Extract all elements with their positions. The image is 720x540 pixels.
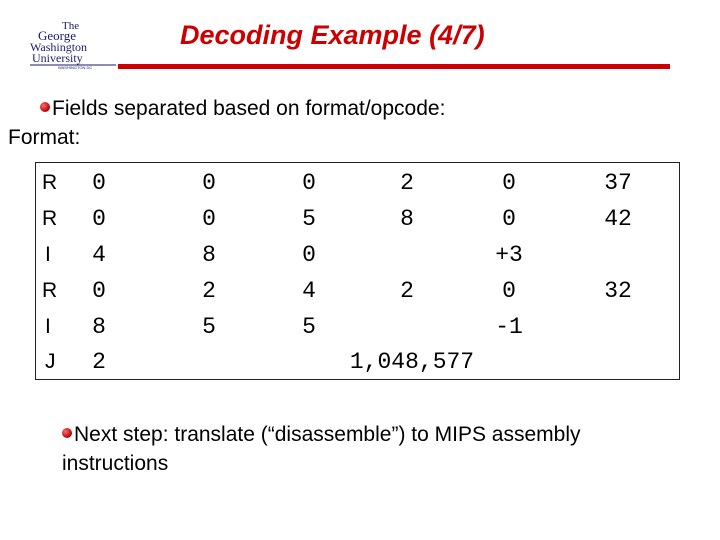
table-cell: 37 [604, 170, 632, 196]
table-cell: 8 [400, 206, 414, 232]
table-cell: 0 [92, 206, 106, 232]
table-cell: 8 [92, 314, 106, 340]
slide-title: Decoding Example (4/7) [180, 20, 485, 50]
table-cell: 0 [302, 242, 316, 268]
table-cell: 0 [502, 170, 516, 196]
title-underline [118, 64, 670, 69]
table-cell: 2 [92, 349, 106, 375]
table-cell: 0 [202, 170, 216, 196]
table-cell: 2 [202, 278, 216, 304]
format-letter: I [45, 315, 51, 338]
table-cell: 5 [302, 206, 316, 232]
table-cell: 0 [92, 278, 106, 304]
table-cell: 1,048,577 [349, 349, 475, 375]
fields-bullet [40, 97, 445, 121]
bullet-icon [62, 428, 72, 438]
logo-line-1: The [62, 20, 80, 32]
format-letter: R [42, 279, 58, 302]
next-step-bullet [62, 420, 622, 478]
table-cell: 4 [92, 242, 106, 268]
format-label: Format: [8, 126, 81, 149]
university-logo [28, 18, 120, 70]
table-cell: 0 [502, 278, 516, 304]
table-cell: 0 [502, 206, 516, 232]
table-cell: -1 [495, 314, 523, 340]
logo-line-4: University [32, 51, 83, 65]
bullet-icon [40, 102, 50, 112]
format-letter: R [42, 207, 58, 230]
table-cell: 5 [202, 314, 216, 340]
table-cell: 0 [92, 170, 106, 196]
logo-line-2: George [38, 28, 77, 43]
logo-line-5: WASHINGTON DC [58, 65, 93, 70]
format-letter: R [42, 171, 58, 194]
table-cell: 5 [302, 314, 316, 340]
table-cell: 0 [302, 170, 316, 196]
logo-line-3: Washington [30, 40, 88, 54]
fields-text: Fields separated based on format/opcode: [52, 97, 446, 120]
format-letter: I [45, 243, 51, 266]
table-cell: 2 [400, 170, 414, 196]
table-cell: 4 [302, 278, 316, 304]
table-cell: 2 [400, 278, 414, 304]
table-cell: +3 [495, 242, 523, 268]
instruction-fields-table [35, 162, 680, 380]
table-cell: 8 [202, 242, 216, 268]
format-letter: J [45, 350, 56, 373]
table-cell: 42 [604, 206, 632, 232]
table-cell: 0 [202, 206, 216, 232]
next-step-text: Next step: translate (“disassemble”) to MIPS assembly instructions [62, 423, 581, 475]
table-cell: 32 [604, 278, 632, 304]
